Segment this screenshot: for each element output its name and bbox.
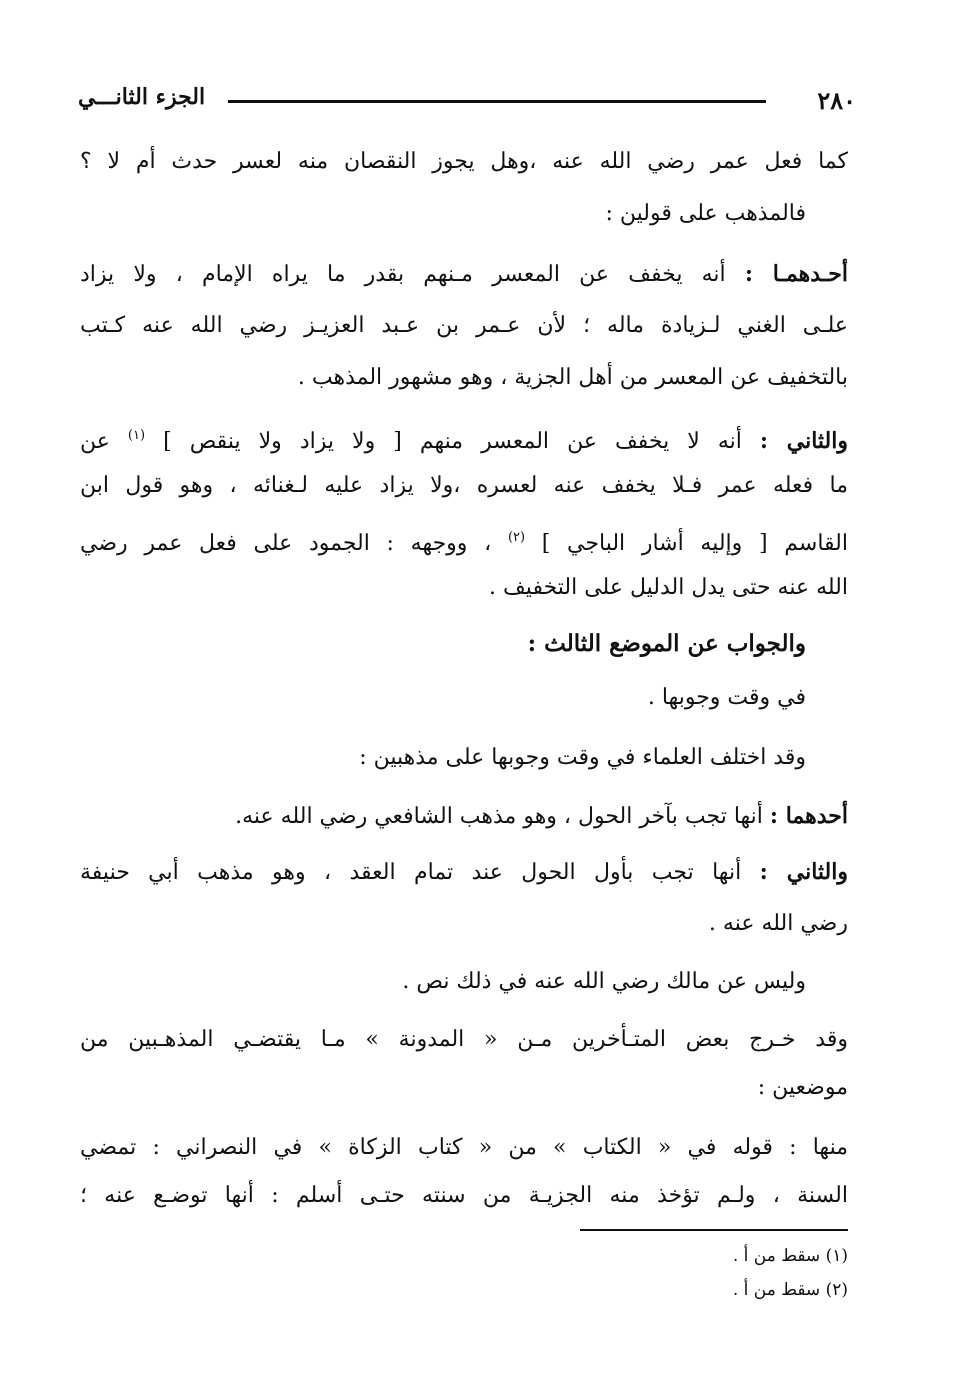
- text-line-15: رضي الله عنه .: [708, 911, 848, 936]
- paragraph-lead: والثاني :: [759, 428, 848, 454]
- text-line-18: موضعين :: [757, 1075, 848, 1100]
- text-line-13: [80, 798, 848, 835]
- text-line-6: [80, 418, 848, 460]
- paragraph-text: أنه لا يخفف عن المعسر منهم [ ولا يزاد ولا ينقص ]: [163, 429, 760, 454]
- header-rule: [228, 100, 766, 103]
- footnote-2: (٢) سقط من أ .: [732, 1280, 848, 1300]
- text-line-20: السنة ، ولـم تؤخذ منه الجزيـة من سنته حتـى أسلم : أنها توضـع عنه ؛: [80, 1183, 848, 1208]
- footnote-marker-2: (٢): [507, 530, 526, 545]
- paragraph-lead: والثاني :: [759, 859, 848, 885]
- section-heading: والجواب عن الموضع الثالث :: [527, 630, 806, 657]
- text-line-12: وقد اختلف العلماء في وقت وجوبها على مذهبين :: [359, 745, 806, 770]
- text-line-2: فالمذهب على قولين :: [605, 201, 806, 226]
- paragraph-lead: أحـدهمـا :: [744, 261, 848, 287]
- paragraph-lead: أحدهما :: [769, 803, 848, 829]
- text-line-7: ما فعله عمر فـلا يخفف عنه لعسره ،ولا يزاد عليه لـغنائه ، وهو قول ابن: [80, 473, 848, 498]
- text-line-8: [80, 520, 848, 562]
- text-line-11: في وقت وجوبها .: [647, 685, 806, 710]
- text-line-4: علـى الغني لـزيادة ماله ؛ لأن عـمر بن عـبد العزيـز رضي الله عنه كـتب: [80, 313, 848, 338]
- running-title: الجزء الثانـــي: [78, 84, 206, 110]
- paragraph-text: ، ووجهه : الجمود على فعل عمر رضي: [80, 531, 508, 556]
- text-line-16: وليس عن مالك رضي الله عنه في ذلك نص .: [402, 969, 806, 994]
- page-number: ٢٨٠: [817, 86, 856, 115]
- text-line-9: الله عنه حتى يدل الدليل على التخفيف .: [489, 575, 848, 600]
- footnote-rule: [580, 1229, 848, 1231]
- text-line-5: بالتخفيف عن المعسر من أهل الجزية ، وهو مشهور المذهب .: [297, 365, 848, 390]
- text-line-17: وقد خـرج بعض المتـأخرين مـن « المدونة » مـا يقتضـي المذهـبين من: [80, 1027, 848, 1052]
- text-line-19: منها : قوله في « الكتاب » من « كتاب الزكاة » في النصراني : تمضي: [80, 1135, 848, 1160]
- footnote-1: (١) سقط من أ .: [732, 1246, 848, 1266]
- text-line-1: كما فعل عمر رضي الله عنه ،وهل يجوز النقصان منه لعسر حدث أم لا ؟: [80, 149, 848, 174]
- paragraph-text: أنه يخفف عن المعسر مـنهم بقدر ما يراه الإمام ، ولا يزاد: [80, 262, 745, 287]
- paragraph-text: القاسم [ وإليه أشار الباجي ]: [541, 531, 848, 556]
- footnote-marker-1: (١): [127, 428, 146, 443]
- page-header: [78, 84, 856, 118]
- paragraph-text: عن: [80, 429, 128, 454]
- paragraph-text: أنها تجب بأول الحول عند تمام العقد ، وهو مذهب أبي حنيفة: [80, 860, 760, 885]
- text-line-3: [80, 256, 848, 293]
- text-line-14: [80, 854, 848, 891]
- paragraph-text: أنها تجب بآخر الحول ، وهو مذهب الشافعي رضي الله عنه.: [235, 804, 770, 829]
